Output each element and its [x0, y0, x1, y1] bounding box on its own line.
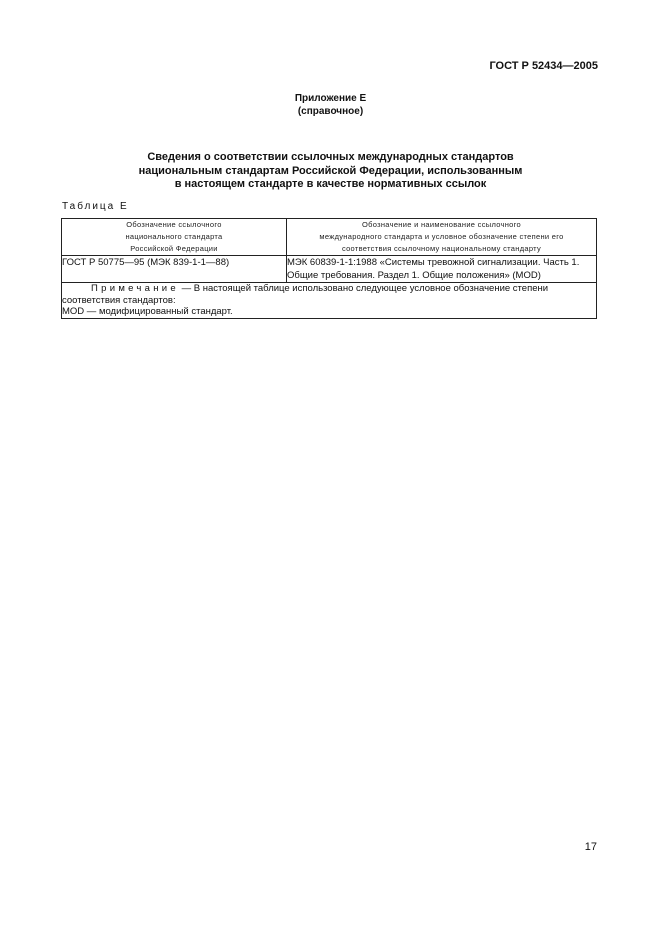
table-note	[62, 283, 597, 319]
section-title	[0, 151, 661, 192]
table-label: Таблица Е	[62, 201, 129, 212]
annex-type: (справочное)	[297, 106, 364, 117]
table-row	[62, 256, 597, 283]
international-standard-cell: МЭК 60839-1-1:1988 «Системы тревожной сигнализации. Часть 1. Общие требования. Раздел 1. Общие положения» (MOD)	[287, 256, 597, 283]
note-abbreviation: MOD — модифицированный стандарт.	[62, 306, 233, 317]
section-title-line-3: в настоящем стандарте в качестве нормативных ссылок	[174, 178, 487, 190]
page-number: 17	[584, 841, 597, 853]
national-standard-cell: ГОСТ Р 50775—95 (МЭК 839-1-1—88)	[62, 256, 287, 283]
note-label: Примечание	[91, 283, 179, 294]
header-national-standard: Обозначение ссылочного национального стандарта Российской Федерации	[62, 219, 287, 256]
header-international-standard: Обозначение и наименование ссылочного международного стандарта и условное обозначение степени его соответствия ссылочному национальному стандарту	[287, 219, 597, 256]
document-code: ГОСТ Р 52434—2005	[489, 60, 598, 72]
annex-title: Приложение Е	[294, 93, 367, 104]
table-header-row	[62, 219, 597, 256]
annex-heading	[0, 92, 661, 118]
note-text: — В настоящей таблице использовано следующее условное обозначение степени	[179, 283, 549, 294]
reference-table	[61, 218, 597, 319]
note-text-continued: соответствия стандартов:	[62, 294, 176, 306]
table-note-row	[62, 283, 597, 319]
section-title-line-2: национальным стандартам Российской Федерации, использованным	[138, 164, 523, 177]
section-title-line-1: Сведения о соответствии ссылочных международных стандартов	[147, 151, 514, 163]
